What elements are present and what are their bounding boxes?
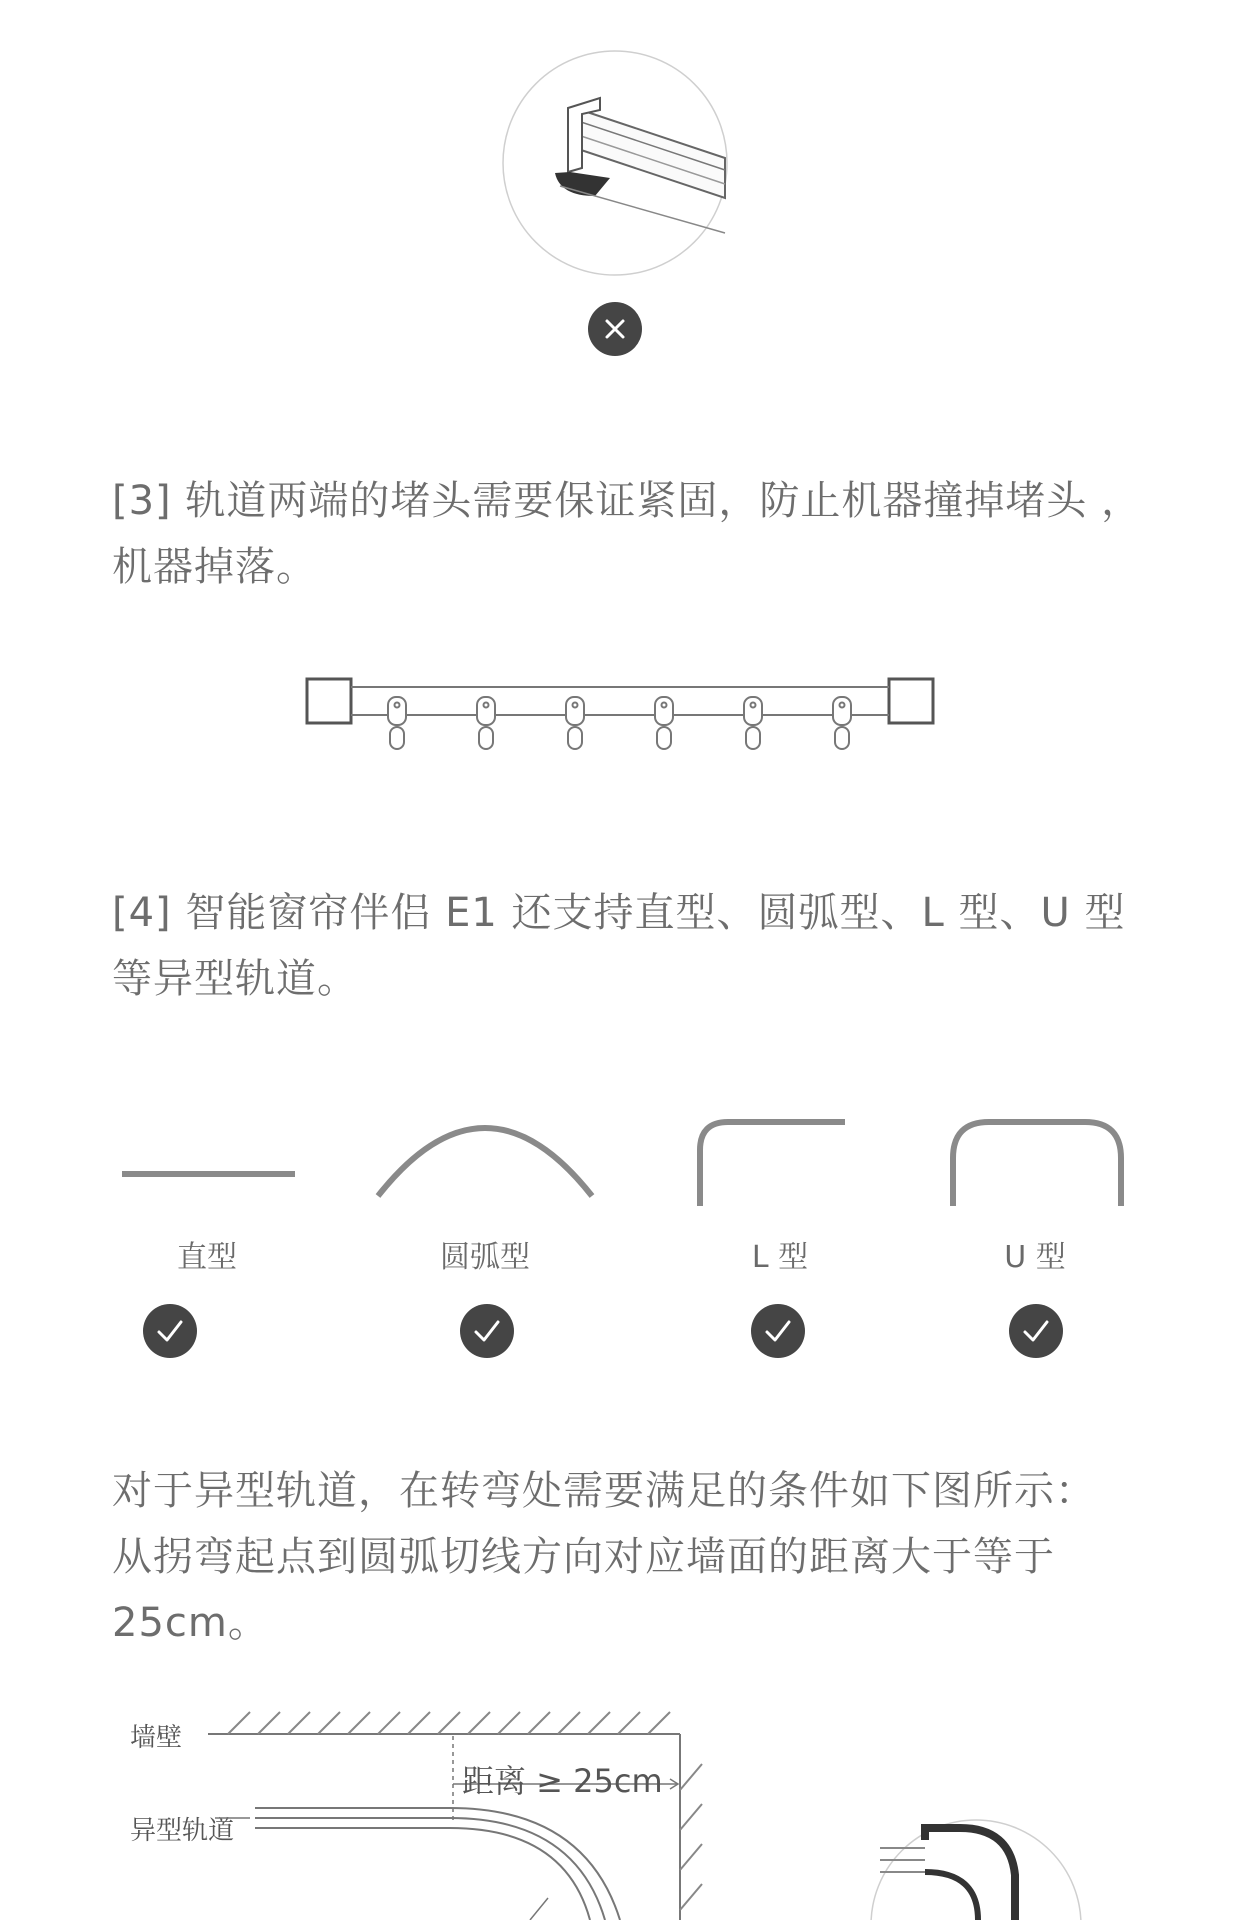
arc-track-shape bbox=[378, 1128, 592, 1196]
condition-text bbox=[112, 1458, 1142, 1656]
hook bbox=[833, 697, 851, 725]
section3-line-1: [3] 轨道两端的堵头需要保证紧固，防止机器撞掉堵头 ， bbox=[112, 478, 1143, 524]
hook bbox=[566, 697, 584, 725]
track-shapes bbox=[0, 1100, 1240, 1210]
hook bbox=[388, 697, 406, 725]
hook bbox=[744, 697, 762, 725]
condition-line-2: 从拐弯起点到圆弧切线方向对应墙面的距离大于等于 bbox=[112, 1534, 1055, 1580]
track-label-straight: 直型 bbox=[177, 1240, 237, 1275]
cross-icon bbox=[588, 302, 642, 356]
track-label: 异型轨道 bbox=[130, 1816, 235, 1846]
hook bbox=[655, 697, 673, 725]
check-icon-straight bbox=[143, 1304, 197, 1358]
check-icon-l bbox=[751, 1304, 805, 1358]
u-track-shape bbox=[953, 1122, 1121, 1206]
track-label-arc: 圆弧型 bbox=[440, 1240, 530, 1275]
section4-line-2: 等异型轨道。 bbox=[112, 956, 358, 1002]
section3-line-2: 机器掉落。 bbox=[112, 544, 317, 590]
check-icon-u bbox=[1009, 1304, 1063, 1358]
condition-line-1: 对于异型轨道，在转弯处需要满足的条件如下图所示： bbox=[112, 1468, 1096, 1514]
track-label-u: U 型 bbox=[1004, 1240, 1066, 1275]
wrong-mount-illustration bbox=[500, 48, 730, 278]
distance-label: 距离 ≥ 25cm bbox=[462, 1762, 663, 1800]
section4-text bbox=[112, 880, 1142, 1012]
rail-endcap-diagram bbox=[305, 675, 935, 765]
distance-diagram bbox=[0, 1700, 1240, 1920]
hook bbox=[477, 697, 495, 725]
track-label-l: L 型 bbox=[751, 1240, 809, 1275]
section3-text bbox=[112, 468, 1142, 600]
l-track-shape bbox=[700, 1122, 845, 1206]
wall-label: 墙壁 bbox=[130, 1723, 183, 1753]
section4-line-1: [4] 智能窗帘伴侣 E1 还支持直型、圆弧型、L 型、U 型 bbox=[112, 890, 1126, 936]
condition-line-3: 25cm。 bbox=[112, 1600, 269, 1646]
check-icon-arc bbox=[460, 1304, 514, 1358]
